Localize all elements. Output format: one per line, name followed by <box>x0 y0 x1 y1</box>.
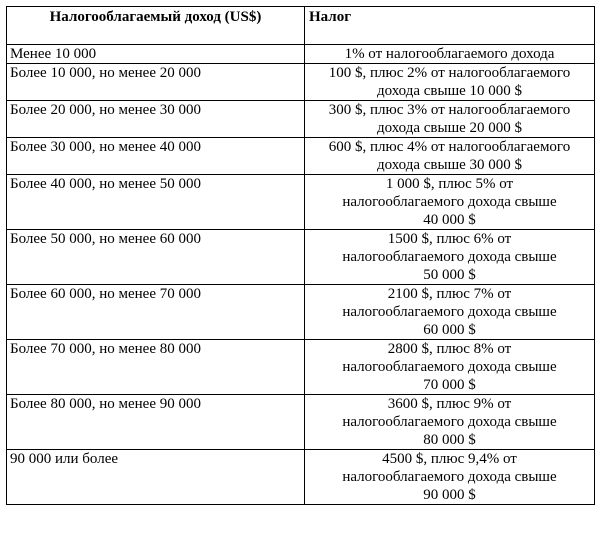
tax-amount-line: 1% от налогооблагаемого дохода <box>344 46 555 62</box>
table-row <box>7 285 595 340</box>
tax-amount-cell <box>305 45 595 64</box>
tax-amount-line: 100 $, плюс 2% от налогооблагаемого <box>328 65 571 81</box>
table-row <box>7 64 595 101</box>
table-row <box>7 450 595 505</box>
tax-amount-cell <box>305 175 595 230</box>
taxable-income-header: Налогооблагаемый доход (US$) <box>7 7 305 45</box>
tax-amount-line: 600 $, плюс 4% от налогооблагаемого <box>328 139 571 155</box>
income-bracket-cell: 90 000 или более <box>7 450 305 505</box>
tax-amount-cell <box>305 138 595 175</box>
tax-amount-line: 1 000 $, плюс 5% от <box>385 176 514 192</box>
table-row <box>7 395 595 450</box>
tax-amount-line: 70 000 $ <box>423 377 476 393</box>
tax-amount-cell <box>305 64 595 101</box>
tax-amount-line: 300 $, плюс 3% от налогооблагаемого <box>328 102 571 118</box>
income-bracket-cell: Более 20 000, но менее 30 000 <box>7 101 305 138</box>
income-bracket-cell: Более 70 000, но менее 80 000 <box>7 340 305 395</box>
tax-amount-line: дохода свыше 30 000 $ <box>376 157 523 173</box>
tax-amount-line: 90 000 $ <box>423 487 476 503</box>
tax-rate-table <box>6 6 595 505</box>
table-row <box>7 230 595 285</box>
tax-amount-line: 2800 $, плюс 8% от <box>387 341 512 357</box>
tax-amount-line: налогооблагаемого дохода свыше <box>342 194 557 210</box>
table-row <box>7 101 595 138</box>
table-row <box>7 45 595 64</box>
table-row <box>7 340 595 395</box>
tax-amount-line: дохода свыше 10 000 $ <box>376 83 523 99</box>
tax-amount-line: налогооблагаемого дохода свыше <box>342 469 557 485</box>
tax-amount-line: 60 000 $ <box>423 322 476 338</box>
income-bracket-cell: Более 30 000, но менее 40 000 <box>7 138 305 175</box>
income-bracket-cell: Более 80 000, но менее 90 000 <box>7 395 305 450</box>
tax-amount-cell <box>305 340 595 395</box>
tax-amount-line: 80 000 $ <box>423 432 476 448</box>
tax-amount-line: налогооблагаемого дохода свыше <box>342 249 557 265</box>
tax-amount-line: 3600 $, плюс 9% от <box>387 396 512 412</box>
table-header-row <box>7 7 595 45</box>
tax-amount-line: 40 000 $ <box>423 212 476 228</box>
income-bracket-cell: Более 40 000, но менее 50 000 <box>7 175 305 230</box>
tax-amount-cell <box>305 450 595 505</box>
tax-header: Налог <box>305 7 595 45</box>
income-bracket-cell: Более 10 000, но менее 20 000 <box>7 64 305 101</box>
tax-amount-cell <box>305 285 595 340</box>
table-row <box>7 175 595 230</box>
tax-amount-cell <box>305 101 595 138</box>
tax-amount-cell <box>305 395 595 450</box>
tax-amount-line: дохода свыше 20 000 $ <box>376 120 523 136</box>
tax-amount-line: 1500 $, плюс 6% от <box>387 231 512 247</box>
tax-amount-line: 50 000 $ <box>423 267 476 283</box>
tax-amount-line: налогооблагаемого дохода свыше <box>342 414 557 430</box>
tax-amount-line: 4500 $, плюс 9,4% от <box>382 451 517 467</box>
table-row <box>7 138 595 175</box>
tax-amount-line: 2100 $, плюс 7% от <box>387 286 512 302</box>
tax-amount-line: налогооблагаемого дохода свыше <box>342 304 557 320</box>
income-bracket-cell: Более 50 000, но менее 60 000 <box>7 230 305 285</box>
tax-amount-line: налогооблагаемого дохода свыше <box>342 359 557 375</box>
income-bracket-cell: Более 60 000, но менее 70 000 <box>7 285 305 340</box>
income-bracket-cell: Менее 10 000 <box>7 45 305 64</box>
tax-amount-cell <box>305 230 595 285</box>
